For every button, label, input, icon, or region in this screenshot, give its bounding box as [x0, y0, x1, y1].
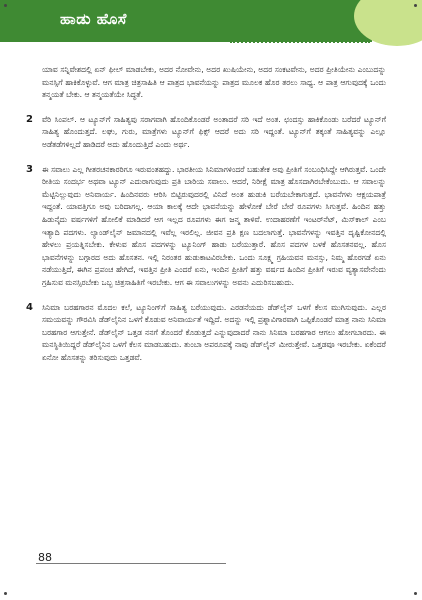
page-number: 88: [38, 551, 52, 564]
footer-rule: [36, 563, 226, 564]
corner-mark-top-right: [414, 4, 417, 7]
paragraph-text: ವೆರಿ ಸಿಂಪಲ್. ಆ ಟ್ಯೂನ್‌ಗೆ ಸಾಹಿತ್ಯವು ಸರಾಗವಾಗಿ ಹೊಂದಿಕೊಂಡರೆ ಅಂತಾದರೆ ಸರಿ ಇದೆ ಅಂತ. ಛಂದಸ್ಸು ಹಾಕಿಕೊಂಡು ಬರೆದರೆ ಟ್ಯೂನ್‌ಗೆ ಸಾಹಿತ್ಯ ಹೊಂದುತ್ತದೆ. ಲಘು, ಗುರು, ಮಾತ್ರೆಗಳು ಟ್ಯೂನ್‌ಗೆ ಫಿಕ್ಸ್ ಆದರೆ ಅದು ಸರಿ ಇದ್ದಂತೆ. ಟ್ಯೂನ್‌ಗೆ ತಕ್ಕಂತೆ ಸಾಹಿತ್ಯವನ್ನು ಎಲ್ಲೂ ಅಡೆತಡೆಗಳಿಲ್ಲದೆ ಹಾಡಿದರೆ ಅದು ಹೊಂದುತ್ತಿದೆ ಎಂದು ಅರ್ಥ.: [42, 114, 386, 149]
paragraph-text: ಈ ಸವಾಲು ಎಲ್ಲ ಗೀತರಚನಕಾರರಿಗೂ ಇರುವಂತಹದ್ದು. ಭಾರತೀಯ ಸಿನಿಮಾಗಳಿಂದರೆ ಬಹುತೇಕ ಅವು ಪ್ರೀತಿಗೆ ಸಂಬಂಧಿಸಿದ್ದೇ ಆಗಿರುತ್ತವೆ. ಒಂದೇ ರೀತಿಯ ಸಂದರ್ಭ ಅಥವಾ ಟ್ಯೂನ್ ಎದುರಾಗುವುದು ಪ್ರತಿ ಬಾರಿಯ ಸವಾಲು. ಆದರೆ, ನಿರೀಕ್ಷೆ ಮಾತ್ರ ಹೊಸದಾಗಿರಬೇಕೆಂಬುದು. ಆ ಸವಾಲನ್ನು ಮೆಟ್ಟಿನಿಲ್ಲುವುದು ಅನಿವಾರ್ಯ. ಹಿಂದಿನವರು ಆರಿಸಿ ಬಿಟ್ಟಿರುವುದರಲ್ಲಿ ವಿನಿದೆ ಅಂತ ಹುಡುಕಿ ಬರೆಯಬೇಕಾಗುತ್ತದೆ. ಭಾವನೆಗಳು ಆಕ್ಷಯಪಾತ್ರೆ ಇದ್ದಂತೆ. ಯಾವತ್ತಿಗೂ ಅವು ಬರಿದಾಗಲ್ಲ. ಆಯಾ ಕಾಲಕ್ಕೆ ಆದೇ ಭಾವನೆಯನ್ನು ಹೇಳೋಕೆ ಬೇರೆ ಬೇರೆ ರೂಪಗಳು ಸಿಗುತ್ತವೆ. ಹಿಂದಿನ ಹತ್ತು ಹಿಡುನೈದು ವರ್ಷಗಳಿಗೆ ಹೋಲಿಕೆ ಮಾಡಿದರೆ ಆಗ ಇಲ್ಲದ ರೂಪಗಳು ಈಗ ಜನ್ಮ ತಾಳಿವೆ. ಉದಾಹರಣೆಗೆ ಇಂಟರ್‌ನೆಟ್, ಮಿಸ್‌ಕಾಲ್ ಎಂಬ ಇತ್ಯಾದಿ ಪದಗಳು. ಲ್ಯಾಂಡ್‌ಲೈನ್ ಜಮಾನದಲ್ಲಿ ಇವೆಲ್ಲ ಇರಲಿಲ್ಲ. ಜೀವನ ಪ್ರತಿ ಕ್ಷಣ ಬದಲಾಗುತ್ತೆ. ಭಾವನೆಗಳನ್ನು ಇವತ್ತಿನ ದೃಷ್ಟಿಕೋನದಲ್ಲಿ ಹೇಳಲು ಪ್ರಯತ್ನಿಸಬೇಕು. ಕೇಳುವ ಹೊಸ ಪದಗಳನ್ನು ಟ್ಯೂನಿಂಗ್ ಹಾಡು ಬರೆಯುತ್ತಾರೆ. ಹೊಸ ಪದಗಳ ಬಳಕೆ ಹೊಸತನವಲ್ಲ. ಹೊಸ ಭಾವನೆಗಳನ್ನು ಬಗ್ಗಾರದ ಅದು ಹೊಸತನ. ಇಲ್ಲಿ ನಿರಂತರ ಹುಡುಕಾಟವಿರಬೇಕು. ಒಂದು ಸೂಕ್ಷ್ಮ ಗ್ರಹಿಯವನ ಮನಸ್ಸು, ನಿಮ್ಮ ಹೊರಗಡೆ ಏನು ನಡೆಯುತ್ತಿದೆ, ಈಗಿನ ಪ್ರಪಂಚ ಹೇಗಿದೆ, ಇವತ್ತಿನ ಪ್ರೀತಿ ಎಂದರೆ ಏನು, ಇಂದಿನ ಪ್ರೀತಿಗೆ ಹತ್ತು ವರ್ಷದ ಹಿಂದಿನ ಪ್ರೀತಿಗೆ ಇರುವ ವ್ಯತ್ಯಾಸವೇನೆಂದು ಗ್ರಹಿಸುವ ಮನಸ್ಸಿರಬೇಕು ಒಬ್ಬ ಚಿತ್ರಸಾಹಿತಿಗೆ ಇರಬೇಕು. ಆಗ ಈ ಸವಾಲುಗಳನ್ನು ಅವನು ಎದುರಿಸಬಹುದು.: [42, 164, 386, 287]
paragraph-number: 4: [26, 301, 33, 313]
chapter-title: ಹಾಡು ಹೊಸೆ: [60, 10, 127, 28]
paragraph-number: 3: [26, 163, 33, 175]
page-content: [26, 64, 386, 376]
intro-paragraph: ಯಾವ ಸನ್ನಿವೇಶದಲ್ಲಿ ಏನ್ ಫೀಲ್ ಮಾಡಬೇಕು, ಅದರ ನೋವೇನು, ಅದರ ಖುಷಿಯೇನು, ಅದರ ಸಂಕಟವೇನು, ಅದರ ಪ್ರೀತಿಯೇನು ಎಂಬುದನ್ನು ಮನಸ್ಸಿಗೆ ಹಾಕಿಕೊಳ್ಳುವೆ. ಆಗ ಮಾತ್ರ ಚಿತ್ರಸಾಹಿತಿ ಆ ಪಾತ್ರದ ಭಾವನೆಯನ್ನು ಪಾತ್ರದ ಮೂಲಕ ಹೊರ ತರಲು ಸಾಧ್ಯ. ಆ ಪಾತ್ರ ಆಗುವುದಕ್ಕೆ ಒಂದು ತನ್ಮಯತೆ ಬೇಕು. ಆ ತನ್ಮಯತೆಯೇ ಸಿದ್ಧತೆ.: [42, 65, 386, 100]
numbered-paragraph-4: [26, 302, 386, 365]
numbered-paragraph-3: [26, 164, 386, 290]
corner-mark-bottom-left: [4, 592, 7, 595]
header-band: [0, 0, 372, 42]
page-header: [0, 0, 422, 48]
corner-mark-top-left: [4, 4, 7, 7]
numbered-paragraph-2: [26, 114, 386, 152]
corner-mark-bottom-right: [414, 592, 417, 595]
paragraph-number: 2: [26, 113, 33, 125]
header-dotted-rule: [230, 41, 370, 43]
paragraph-text: ಸಿನಿಮಾ ಬರಹಗಾರನ ಮೊದಲ ಕಲೆ, ಟ್ಯೂನಿಂಗ್‌ಗೆ ಸಾಹಿತ್ಯ ಬರೆಯುವುದು. ಎರಡನೆಯದು ಡೆಡ್‌ಲೈನ್ ಒಳಗೆ ಕೆಲಸ ಮುಗಿಸುವುದು. ಎಲ್ಲರ ಸಮಯವನ್ನು ಗೌರವಿಸಿ ಡೆಡ್‌ಲೈನಿನ ಒಳಗೆ ಕೊಡುವ ಅನಿವಾರ್ಯತೆ ಇದ್ದಿದೆ. ಅದನ್ನು ಇಲ್ಲಿ ಪ್ರಶ್ನಾವಿಗಾರವಾಗಿ ಒಪ್ಪಿಕೊಂಡರೆ ಮಾತ್ರ ನಾನು ಸಿನಿಮಾ ಬರಹಗಾರ ಆಗುತ್ತೇನೆ. ಡೆಡ್‌ಲೈನ್ ಒತ್ತಡ ನನಗೆ ತೊಂದರೆ ಕೊಡುತ್ತದೆ ಎನ್ನುವುದಾದರೆ ನಾನು ಸಿನಿಮಾ ಬರಹಗಾರ ಆಗಲು ಹೋಗಬಾರದು. ಈ ಮನಸ್ಥಿತಿಯಿದ್ದರೆ ಡೆಡ್‌ಲೈನಿನ ಒಳಗೆ ಕೆಲಸ ಮಾಡಬಹುದು. ತುಂಬಾ ಅಪರೂಪಕ್ಕೆ ನಾವು ಡೆಡ್‌ಲೈನ್ ಮೀರುತ್ತೇವೆ. ಒತ್ತಡವೂ ಇರಬೇಕು. ಏಕೆಂದರೆ ಏನೋ ಹೊಸತನ್ನು ತರಿಸುವುದು ಒತ್ತಡವೆ.: [42, 302, 386, 362]
